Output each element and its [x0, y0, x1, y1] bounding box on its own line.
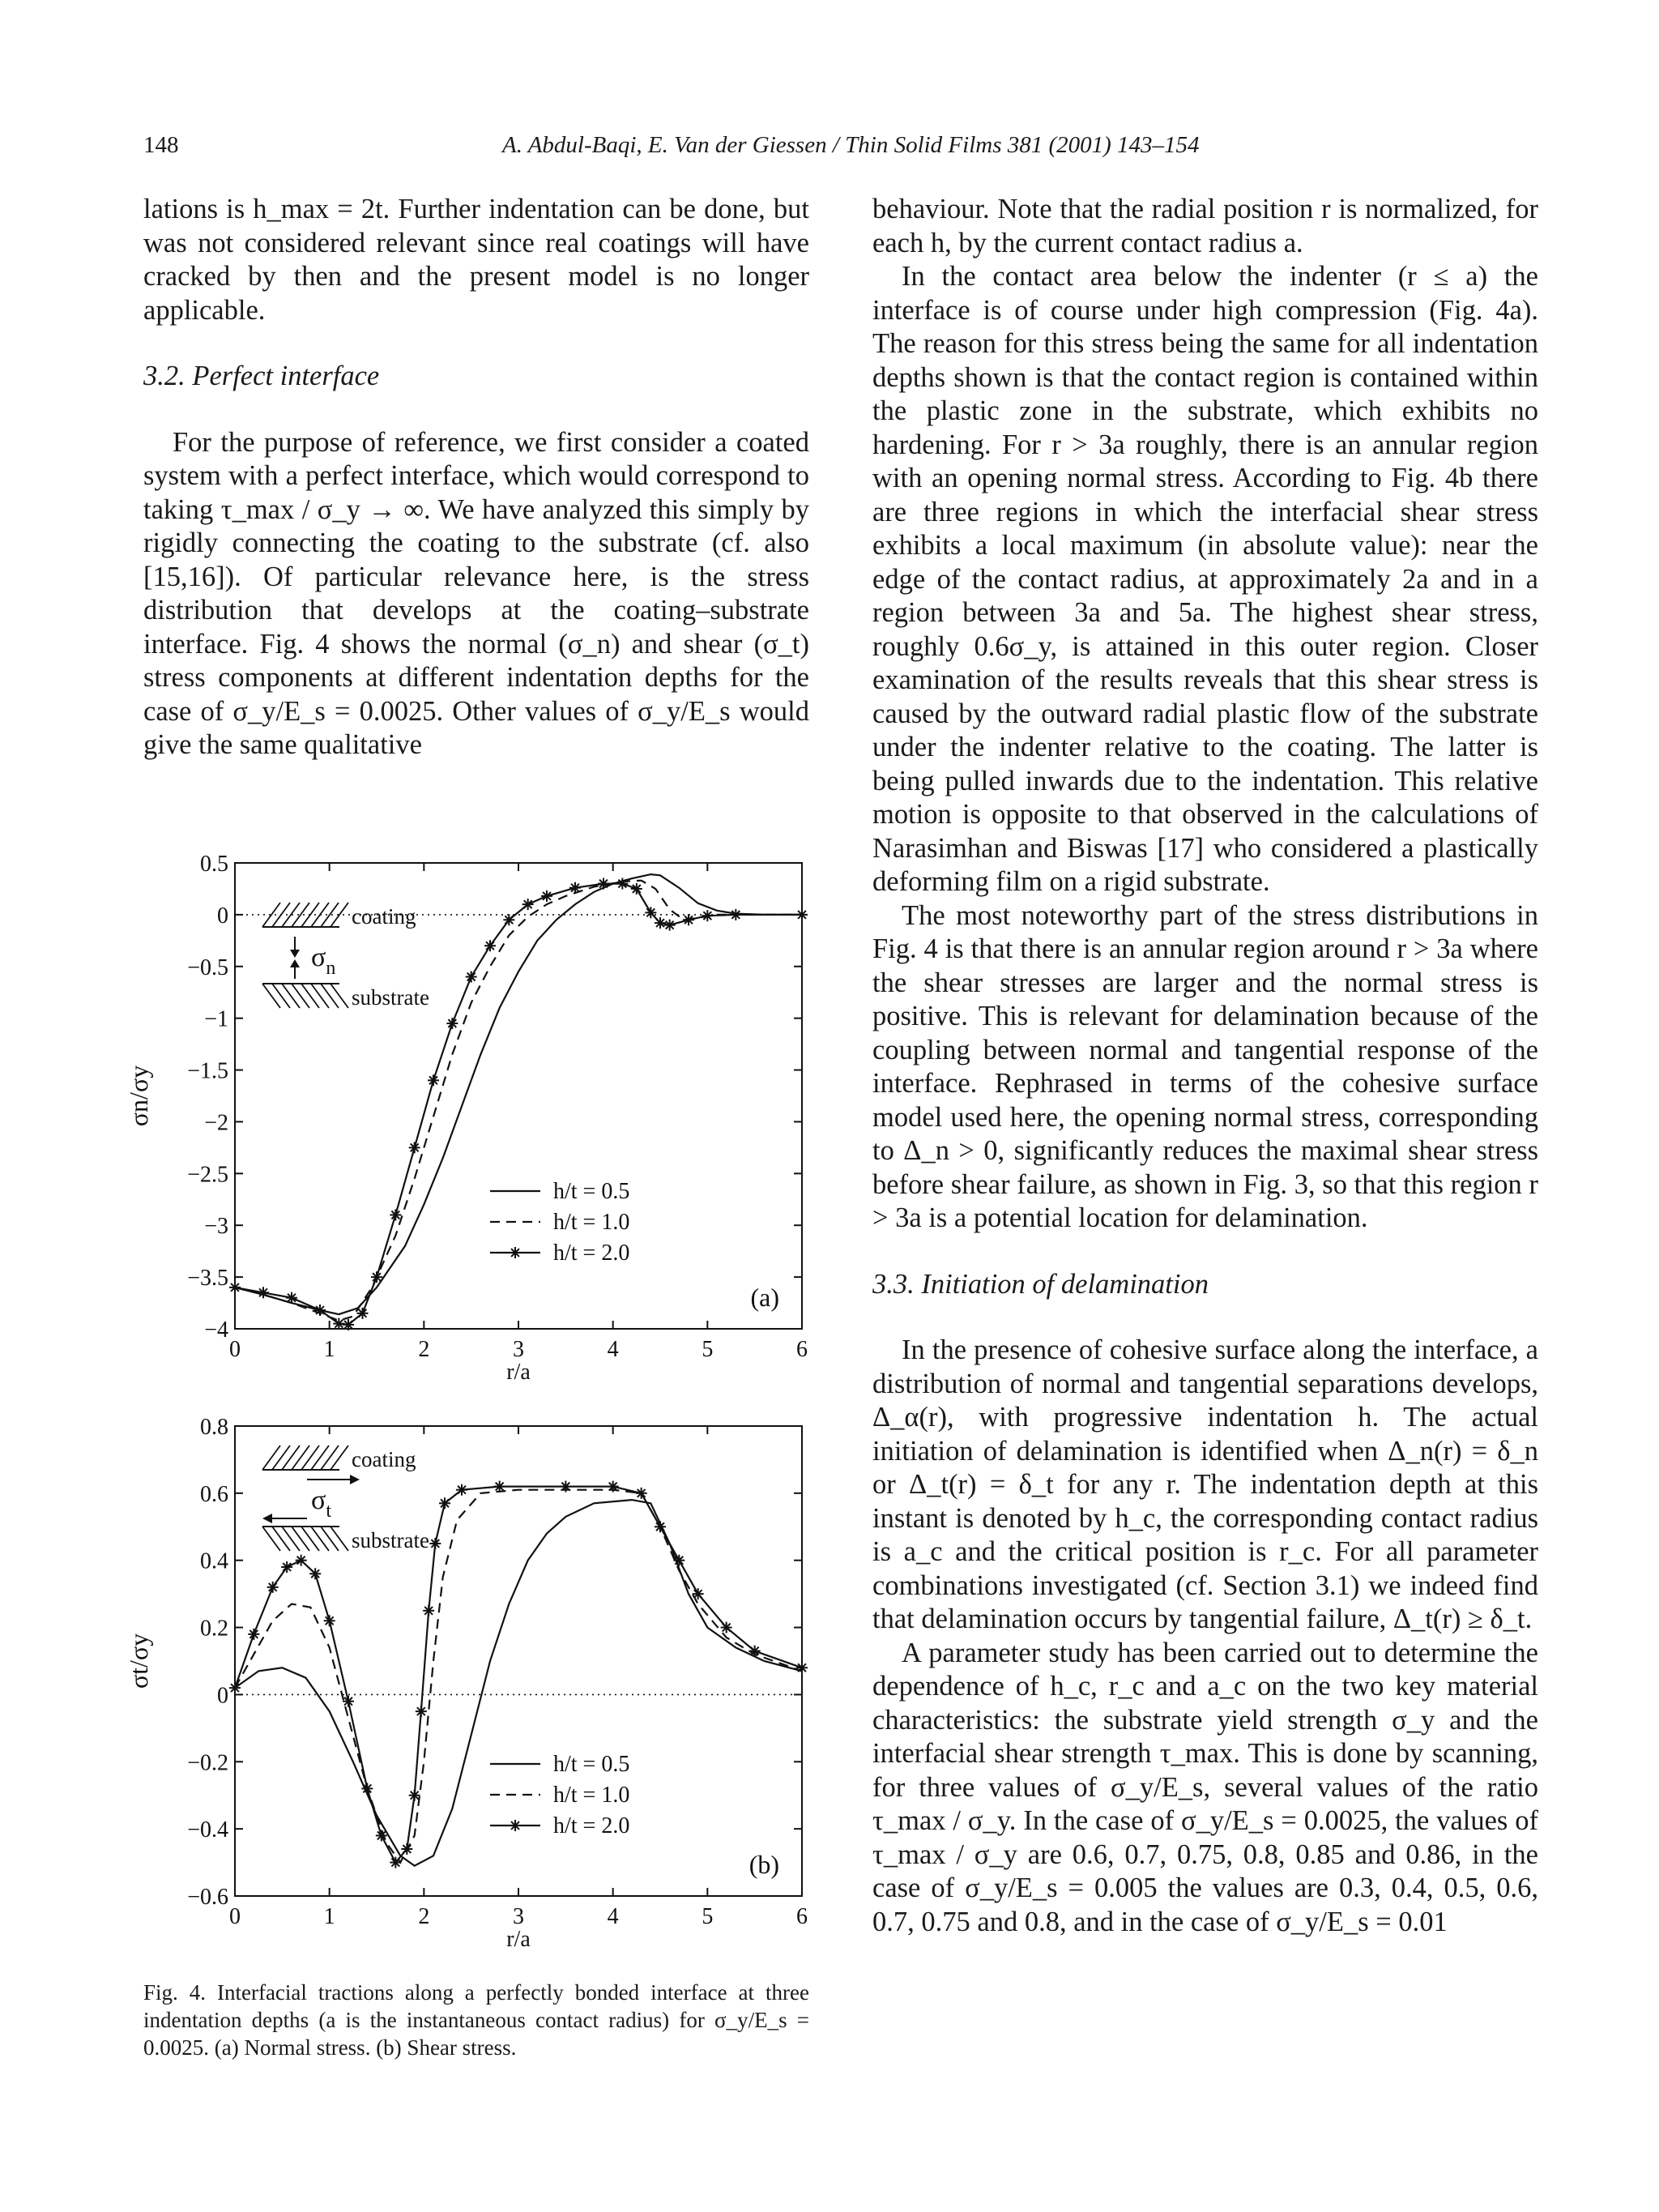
star-marker	[416, 1706, 427, 1717]
star-marker	[428, 1074, 439, 1086]
y-tick-label: 0.5	[200, 852, 228, 877]
star-marker	[598, 878, 609, 890]
star-marker	[683, 914, 694, 925]
star-marker	[693, 1588, 704, 1599]
star-marker	[616, 878, 628, 890]
star-marker	[796, 909, 808, 920]
y-tick-label: −2	[204, 1110, 228, 1136]
y-tick-label: −0.6	[187, 1885, 228, 1910]
paragraph-parameter-study: A parameter study has been carried out to determine the dependence of h_c, r_c and a_c on the two key material characteristics: the substrate yield strength σ_y and the interfacial shear strength τ_max. This is done by scanning, for three values of σ_y/E_s, several values of the ratio τ_max / σ_y. In the case of σ_y/E_s = 0.0025, the values of τ_max / σ_y are 0.6, 0.7, 0.75, 0.8, 0.85 and 0.86, in the case of σ_y/E_s = 0.005 the values are 0.3, 0.4, 0.5, 0.6, 0.7, 0.75 and 0.8, and in the case of σ_y/E_s = 0.01	[872, 1637, 1538, 1937]
legend-label: h/t = 1.0	[553, 1783, 630, 1808]
star-marker	[730, 909, 741, 920]
star-marker	[371, 1271, 382, 1283]
paragraph-contact-area: In the contact area below the indenter (r ≤ a) the interface is of course under high compression (Fig. 4a). The reason for this stress being the same for all indentation depths shown is that the contact region is contained within the plastic zone in the substrate, which exhibits no hardening. For r > 3a roughly, there is an annular region with an opening normal stress. According to Fig. 4b there are three regions in which the interfacial shear stress exhibits a local maximum (in absolute value): near the edge of the contact radius, at approximately 2a and in a region between 3a and 5a. The highest shear stress, roughly 0.6σ_y, is attained in this outer region. Closer examination of the results reveals that this shear stress is caused by the outward radial plastic flow of the substrate under the indenter relative to the coating. The latter is being pulled inwards due to the indentation. This relative motion is opposite to that observed in the calculations of Narasimhan and Biswas [17] who considered a plastically deforming film on a rigid substrate.	[872, 261, 1538, 897]
star-marker	[673, 1555, 684, 1566]
series-line-star	[235, 1487, 802, 1863]
legend-label: h/t = 2.0	[553, 1813, 630, 1838]
star-marker	[645, 907, 656, 918]
paragraph-noteworthy: The most noteworthy part of the stress distributions in Fig. 4 is that there is an annular region around r > 3a where the shear stresses are larger and the normal stress is positive. This is relevant for delamination because of the coupling between normal and tangential response of the interface. Rephrased in terms of the cohesive surface model used here, the opening normal stress, corresponding to Δ_n > 0, significantly reduces the maximal shear stress before shear failure, as shown in Fig. 3, so that this region r > 3a is a potential location for delamination.	[872, 899, 1538, 1233]
chart-shear-stress	[124, 1414, 818, 1973]
star-marker	[309, 1568, 321, 1579]
y-tick-label: −0.2	[187, 1750, 228, 1776]
x-tick-label: 1	[323, 1337, 335, 1362]
star-marker	[343, 1696, 354, 1707]
x-tick-label: 5	[702, 1904, 714, 1929]
running-head: A. Abdul-Baqi, E. Van der Giessen / Thin Solid Films 381 (2001) 143–154	[502, 132, 1200, 158]
paragraph-initiation: In the presence of cohesive surface along the interface, a distribution of normal and tangential separations develops, Δ_α(r), with progressive indentation h. The actual initiation of delamination is identified when Δ_n(r) = δ_n or Δ_t(r) = δ_t for any r. The indentation depth at this instant is denoted by h_c, the corresponding contact radius is a_c and the critical position is r_c. For all parameter combinations investigated (cf. Section 3.1) we indeed find that delamination occurs by tangential failure, Δ_t(r) ≥ δ_t.	[872, 1334, 1538, 1634]
inset-sigma-label: $\sigma_n$	[311, 942, 336, 979]
star-marker	[749, 1646, 761, 1657]
star-marker	[258, 1287, 269, 1298]
x-tick-label: 4	[607, 1337, 619, 1362]
x-tick-label: 2	[418, 1904, 430, 1929]
inset-coating-label: coating	[352, 1447, 416, 1471]
y-tick-label: 0.4	[200, 1548, 228, 1574]
paragraph-continued: lations is h_max = 2t. Further indentation can be done, but was not considered relevant since real coatings will have cracked by then and the present model is no longer applicable.	[143, 194, 809, 326]
figure-caption-text: Fig. 4. Interfacial tractions along a perfectly bonded interface at three indentation depths (a is the instantaneous contact radius) for σ_y/E_s = 0.0025. (a) Normal stress. (b) Shear stress.	[143, 1980, 809, 2060]
y-axis-label: σt/σy	[124, 1633, 153, 1689]
y-tick-label: 0	[217, 903, 228, 929]
y-tick-label: 0.2	[200, 1616, 228, 1642]
star-marker	[343, 1319, 354, 1330]
star-marker	[361, 1783, 373, 1794]
star-marker	[286, 1292, 297, 1304]
y-tick-label: −4	[204, 1317, 228, 1343]
panel-label: (b)	[748, 1850, 779, 1879]
plot-frame	[235, 863, 802, 1329]
star-marker	[333, 1318, 344, 1330]
star-marker	[484, 940, 496, 951]
x-axis-label: r/a	[506, 1927, 531, 1952]
star-marker	[229, 1282, 241, 1293]
star-marker	[296, 1555, 307, 1566]
x-tick-label: 4	[607, 1904, 619, 1929]
section-heading-3-2: 3.2. Perfect interface	[143, 361, 380, 391]
star-marker	[409, 1790, 420, 1801]
star-marker	[248, 1629, 259, 1640]
star-marker	[456, 1484, 467, 1496]
star-marker	[522, 899, 534, 910]
left-column	[143, 193, 809, 762]
star-marker	[429, 1538, 441, 1549]
star-marker	[494, 1481, 505, 1492]
y-tick-label: 0.8	[200, 1415, 228, 1440]
star-marker	[357, 1308, 369, 1319]
y-tick-label: −2.5	[187, 1162, 228, 1188]
legend-label: h/t = 0.5	[553, 1179, 630, 1204]
x-tick-label: 6	[796, 1904, 808, 1929]
star-marker	[721, 1622, 732, 1633]
star-marker	[267, 1582, 279, 1593]
inset-sigma-label: $\sigma_t$	[311, 1485, 331, 1522]
star-marker	[439, 1497, 450, 1509]
star-marker	[229, 1682, 241, 1693]
x-tick-label: 0	[229, 1904, 241, 1929]
page-number: 148	[143, 132, 179, 158]
star-marker	[281, 1561, 292, 1573]
star-marker	[796, 1662, 808, 1673]
x-tick-label: 1	[323, 1904, 335, 1929]
y-tick-label: −0.4	[187, 1817, 228, 1843]
star-marker	[390, 1857, 401, 1868]
star-marker	[409, 1142, 420, 1153]
page-header	[0, 132, 1659, 164]
y-tick-label: −3	[204, 1214, 228, 1240]
star-marker	[390, 1209, 401, 1220]
legend-label: h/t = 1.0	[553, 1210, 630, 1235]
star-marker	[324, 1615, 335, 1626]
y-tick-label: −1.5	[187, 1058, 228, 1084]
star-marker	[314, 1305, 326, 1316]
x-tick-label: 0	[229, 1337, 241, 1362]
x-tick-label: 3	[513, 1904, 524, 1929]
star-marker	[466, 971, 477, 983]
star-marker	[631, 883, 642, 895]
star-marker	[541, 890, 552, 902]
section-heading-3-3: 3.3. Initiation of delamination	[872, 1268, 1209, 1300]
series-line-dashed	[235, 1490, 802, 1863]
star-marker	[376, 1830, 387, 1841]
star-marker	[560, 1481, 571, 1492]
y-axis-label: σn/σy	[124, 1065, 153, 1127]
paragraph-perfect-interface: For the purpose of reference, we first consider a coated system with a perfect interface, which would correspond to taking τ_max / σ_y → ∞. We have analyzed this simply by rigidly connecting the coating to the substrate (cf. also [15,16]). Of particular relevance here, is the stress distribution that develops at the coating–substrate interface. Fig. 4 shows the normal (σ_n) and shear (σ_t) stress components at different indentation depths for the case of σ_y/E_s = 0.0025. Other values of σ_y/E_s would give the same qualitative	[143, 426, 809, 760]
y-tick-label: −1	[204, 1006, 228, 1032]
star-marker	[608, 1481, 619, 1492]
x-axis-label: r/a	[506, 1360, 531, 1385]
y-tick-label: −0.5	[187, 954, 228, 980]
figure-caption	[143, 1979, 809, 2061]
inset-substrate-label: substrate	[352, 985, 429, 1010]
star-marker	[655, 917, 666, 929]
star-marker	[664, 920, 676, 931]
star-marker	[503, 914, 514, 925]
legend-label: h/t = 2.0	[553, 1241, 630, 1266]
right-column	[872, 193, 1538, 1939]
panel-label: (a)	[750, 1283, 779, 1312]
star-marker	[446, 1018, 458, 1029]
y-tick-label: 0	[217, 1683, 228, 1709]
star-marker	[569, 882, 581, 894]
star-marker	[423, 1605, 434, 1616]
inset-substrate-label: substrate	[352, 1528, 429, 1552]
star-marker	[655, 1521, 666, 1532]
star-marker	[636, 1488, 647, 1499]
star-marker	[702, 910, 713, 921]
y-tick-label: −3.5	[187, 1266, 228, 1292]
series-line-solid	[235, 1500, 802, 1866]
y-tick-label: 0.6	[200, 1481, 228, 1507]
star-marker	[401, 1843, 412, 1855]
x-tick-label: 6	[796, 1337, 808, 1362]
chart-normal-stress	[124, 847, 818, 1414]
inset-coating-label: coating	[352, 904, 416, 929]
x-tick-label: 3	[513, 1337, 524, 1362]
legend-label: h/t = 0.5	[553, 1752, 630, 1777]
x-tick-label: 2	[418, 1337, 430, 1362]
x-tick-label: 5	[702, 1337, 714, 1362]
paragraph-continued-right: behaviour. Note that the radial position r is normalized, for each h, by the current contact radius a.	[872, 194, 1538, 258]
